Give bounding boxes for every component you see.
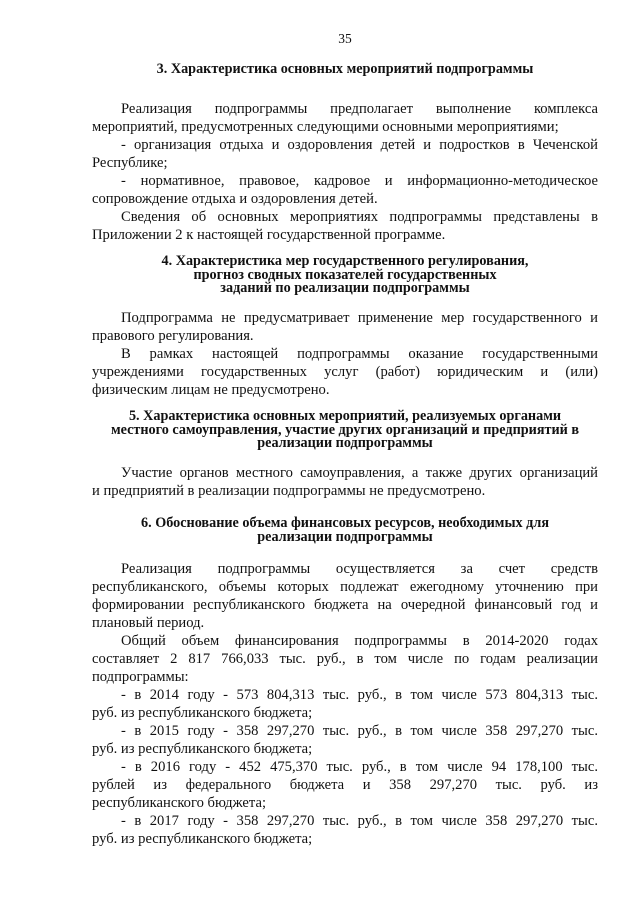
text-line: плановый период. bbox=[92, 615, 205, 631]
text-line: Общий объем финансирования подпрограммы в 2014-2020 годах bbox=[121, 633, 598, 649]
section-3-paragraph-1 bbox=[92, 100, 598, 136]
heading-line: 6. Обоснование объема финансовых ресурсов, необходимых для bbox=[141, 515, 549, 531]
text-line: подпрограммы: bbox=[92, 669, 189, 685]
text-line: республиканского бюджета; bbox=[92, 795, 266, 811]
funding-year-2015 bbox=[92, 722, 598, 758]
text-line: рублей из федерального бюджета и 358 297,270 тыс. руб. из bbox=[92, 777, 598, 793]
text-line: Участие органов местного самоуправления, а также других организаций bbox=[121, 465, 598, 481]
funding-year-2014 bbox=[92, 686, 598, 722]
text-line: - в 2014 году - 573 804,313 тыс. руб., в том числе 573 804,313 тыс. bbox=[121, 687, 598, 703]
text-line: формировании республиканского бюджета на очередной финансовый год и bbox=[92, 597, 598, 613]
text-line: республиканского, объемы которых подлежат ежегодному уточнению при bbox=[92, 579, 598, 595]
section-6-paragraph-2 bbox=[92, 632, 598, 686]
text-line: - в 2017 году - 358 297,270 тыс. руб., в том числе 358 297,270 тыс. bbox=[121, 813, 598, 829]
page-number: 35 bbox=[338, 31, 352, 46]
funding-year-2016 bbox=[92, 758, 598, 812]
section-3 bbox=[92, 63, 598, 77]
heading-line: местного самоуправления, участие других организаций и предприятий в bbox=[110, 421, 580, 438]
section-4-paragraph-2 bbox=[92, 345, 598, 399]
text-line: Реализация подпрограммы осуществляется за счет средств bbox=[121, 561, 598, 577]
section-5-paragraph-1 bbox=[92, 464, 598, 500]
text-line: Республике; bbox=[92, 155, 168, 171]
section-3-paragraph-2 bbox=[92, 208, 598, 244]
text-line: В рамках настоящей подпрограммы оказание государственными bbox=[121, 346, 598, 362]
text-line: Реализация подпрограммы предполагает выполнение комплекса bbox=[121, 101, 598, 117]
section-3-bullet-2 bbox=[92, 172, 598, 208]
text-line: сопровождение отдыха и оздоровления детей. bbox=[92, 191, 378, 207]
heading-line: реализации подпрограммы bbox=[257, 528, 433, 545]
text-line: правового регулирования. bbox=[92, 328, 254, 344]
funding-year-2017 bbox=[92, 812, 598, 848]
text-line: Подпрограмма не предусматривает применение мер государственного и bbox=[121, 310, 598, 326]
text-line: - в 2016 году - 452 475,370 тыс. руб., в том числе 94 178,100 тыс. bbox=[121, 759, 598, 775]
text-line: - в 2015 году - 358 297,270 тыс. руб., в том числе 358 297,270 тыс. bbox=[121, 723, 598, 739]
text-line: - нормативное, правовое, кадровое и информационно-методическое bbox=[121, 173, 598, 189]
text-line: составляет 2 817 766,033 тыс. руб., в том числе по годам реализации bbox=[92, 651, 598, 667]
text-line: руб. из республиканского бюджета; bbox=[92, 831, 313, 847]
section-6-paragraph-1 bbox=[92, 560, 598, 632]
text-line: Сведения об основных мероприятиях подпрограммы представлены в bbox=[121, 209, 598, 225]
section-4-heading bbox=[92, 255, 598, 296]
text-line: учреждениями государственных услуг (работ) юридическим и (или) bbox=[92, 364, 598, 380]
heading-line: 5. Характеристика основных мероприятий, реализуемых органами bbox=[128, 408, 562, 424]
text-line: и предприятий в реализации подпрограммы не предусмотрено. bbox=[92, 483, 486, 499]
text-line: руб. из республиканского бюджета; bbox=[92, 741, 313, 757]
heading-line: реализации подпрограммы bbox=[257, 435, 433, 451]
heading-line: прогноз сводных показателей государственных bbox=[193, 266, 497, 283]
text-line: мероприятий, предусмотренных следующими основными мероприятиями; bbox=[92, 119, 559, 135]
section-3-heading: 3. Характеристика основных мероприятий подпрограммы bbox=[156, 61, 534, 77]
text-line: - организация отдыха и оздоровления детей и подростков в Чеченской bbox=[121, 137, 598, 153]
text-line: руб. из республиканского бюджета; bbox=[92, 705, 313, 721]
text-line: физическим лицам не предусмотрено. bbox=[92, 382, 330, 398]
text-line: Приложении 2 к настоящей государственной программе. bbox=[92, 227, 446, 243]
heading-line: заданий по реализации подпрограммы bbox=[220, 280, 470, 296]
section-3-bullet-1 bbox=[92, 136, 598, 172]
section-6-heading bbox=[92, 517, 598, 544]
heading-line: 4. Характеристика мер государственного регулирования, bbox=[161, 253, 529, 269]
section-5-heading bbox=[92, 410, 598, 451]
section-4-paragraph-1 bbox=[92, 309, 598, 345]
